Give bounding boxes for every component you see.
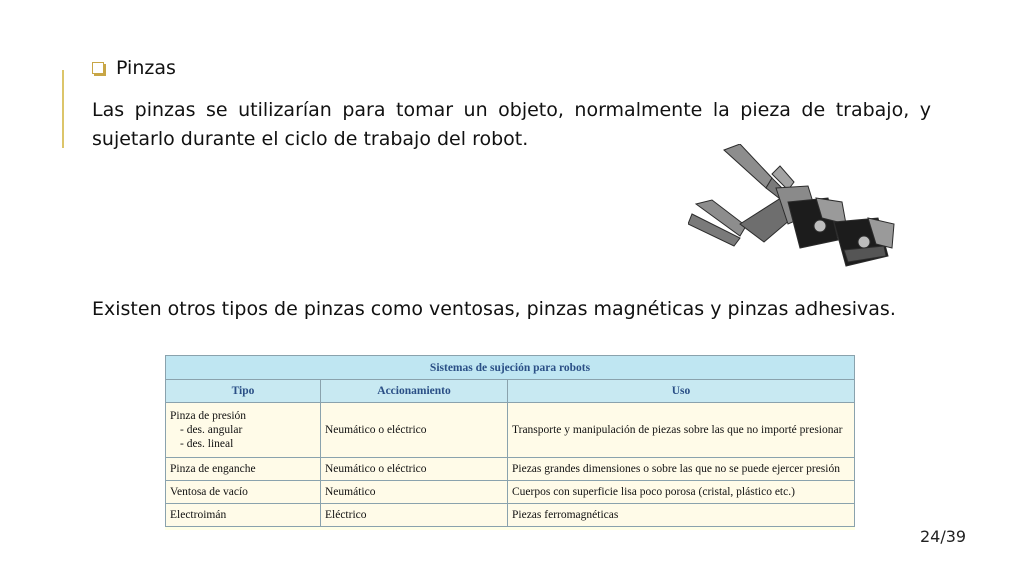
cell-accionamiento: Eléctrico [321, 504, 508, 527]
table-row [166, 504, 855, 527]
heading-text: Pinzas [116, 57, 176, 79]
table-title: Sistemas de sujeción para robots [166, 356, 855, 380]
cell-uso: Transporte y manipulación de piezas sobre las que no importé presionar [508, 403, 855, 458]
cell-uso: Piezas grandes dimensiones o sobre las que no se puede ejercer presión [508, 458, 855, 481]
column-header-tipo: Tipo [166, 380, 321, 403]
section-heading [92, 56, 176, 80]
tipo-subtype: - des. lineal [180, 438, 234, 450]
gripper-upper-finger [724, 144, 772, 188]
paragraph-gripper-definition: Las pinzas se utilizarían para tomar un objeto, normalmente la pieza de trabajo, y sujetarlo durante el ciclo de trabajo del robot. [92, 99, 931, 150]
column-header-accionamiento: Accionamiento [321, 380, 508, 403]
tipo-subtype: - des. angular [180, 424, 243, 436]
checkbox-bullet-icon [92, 62, 104, 74]
page-number: 24/39 [920, 527, 967, 546]
accent-bar [62, 70, 64, 148]
column-header-uso: Uso [508, 380, 855, 403]
table-row [166, 481, 855, 504]
table-row [166, 458, 855, 481]
cell-tipo: Pinza de enganche [166, 458, 321, 481]
cell-accionamiento: Neumático o eléctrico [321, 458, 508, 481]
cell-tipo: Electroimán [166, 504, 321, 527]
robot-gripper-illustration [688, 144, 896, 270]
clamping-systems-table [165, 355, 855, 530]
cell-uso: Piezas ferromagnéticas [508, 504, 855, 527]
cell-tipo [166, 403, 321, 458]
cell-accionamiento: Neumático o eléctrico [321, 403, 508, 458]
table-row [166, 403, 855, 458]
paragraph-other-grippers: Existen otros tipos de pinzas como ventosas, pinzas magnéticas y pinzas adhesivas. [92, 298, 896, 320]
cell-accionamiento: Neumático [321, 481, 508, 504]
tipo-text: Pinza de presión [170, 410, 247, 422]
cell-uso: Cuerpos con superficie lisa poco porosa (cristal, plástico etc.) [508, 481, 855, 504]
cell-tipo: Ventosa de vacío [166, 481, 321, 504]
